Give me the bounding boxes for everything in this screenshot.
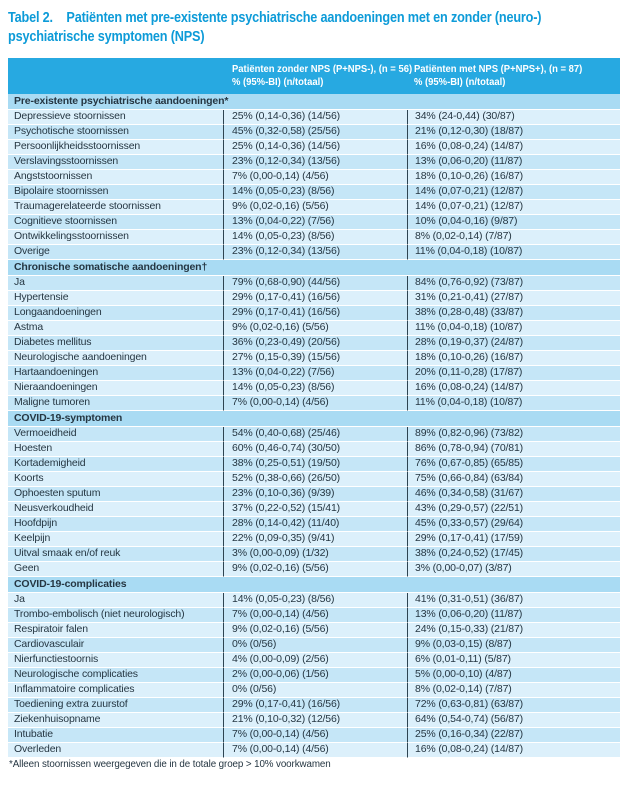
table-row <box>8 593 620 608</box>
table-row <box>8 427 620 442</box>
cell-met-nps: 75% (0,66-0,84) (63/84) <box>407 472 620 487</box>
row-label: Cognitieve stoornissen <box>8 215 223 230</box>
cell-met-nps: 31% (0,21-0,41) (27/87) <box>407 291 620 306</box>
row-label: Toediening extra zuurstof <box>8 698 223 713</box>
data-table <box>8 58 620 758</box>
cell-met-nps: 89% (0,82-0,96) (73/82) <box>407 427 620 442</box>
cell-met-nps: 8% (0,02-0,14) (7/87) <box>407 230 620 245</box>
cell-zonder-nps: 14% (0,05-0,23) (8/56) <box>223 381 407 396</box>
table-title <box>8 8 625 46</box>
cell-zonder-nps: 36% (0,23-0,49) (20/56) <box>223 336 407 351</box>
section-header-row: Chronische somatische aandoeningen† <box>8 260 620 276</box>
cell-zonder-nps: 79% (0,68-0,90) (44/56) <box>223 276 407 291</box>
table-row <box>8 336 620 351</box>
table-row <box>8 562 620 577</box>
cell-met-nps: 13% (0,06-0,20) (11/87) <box>407 608 620 623</box>
cell-met-nps: 72% (0,63-0,81) (63/87) <box>407 698 620 713</box>
row-label: Diabetes mellitus <box>8 336 223 351</box>
cell-met-nps: 9% (0,03-0,15) (8/87) <box>407 638 620 653</box>
cell-zonder-nps: 22% (0,09-0,35) (9/41) <box>223 532 407 547</box>
cell-zonder-nps: 9% (0,02-0,16) (5/56) <box>223 562 407 577</box>
table-row <box>8 200 620 215</box>
cell-met-nps: 20% (0,11-0,28) (17/87) <box>407 366 620 381</box>
cell-met-nps: 14% (0,07-0,21) (12/87) <box>407 185 620 200</box>
row-label: Keelpijn <box>8 532 223 547</box>
section-header-row: Pre-existente psychiatrische aandoeningen* <box>8 94 620 110</box>
table-row <box>8 713 620 728</box>
cell-met-nps: 41% (0,31-0,51) (36/87) <box>407 593 620 608</box>
table-row <box>8 276 620 291</box>
cell-zonder-nps: 9% (0,02-0,16) (5/56) <box>223 623 407 638</box>
cell-zonder-nps: 3% (0,00-0,09) (1/32) <box>223 547 407 562</box>
table-row <box>8 487 620 502</box>
table-row <box>8 668 620 683</box>
cell-zonder-nps: 29% (0,17-0,41) (16/56) <box>223 698 407 713</box>
table-row <box>8 638 620 653</box>
row-label: Hartaandoeningen <box>8 366 223 381</box>
row-label: Neusverkoudheid <box>8 502 223 517</box>
table-row <box>8 743 620 758</box>
row-label: Koorts <box>8 472 223 487</box>
cell-zonder-nps: 13% (0,04-0,22) (7/56) <box>223 215 407 230</box>
row-label: Hoofdpijn <box>8 517 223 532</box>
table-row <box>8 185 620 200</box>
table-header-row <box>8 58 620 94</box>
cell-met-nps: 10% (0,04-0,16) (9/87) <box>407 215 620 230</box>
cell-met-nps: 76% (0,67-0,85) (65/85) <box>407 457 620 472</box>
cell-zonder-nps: 52% (0,38-0,66) (26/50) <box>223 472 407 487</box>
table-row <box>8 728 620 743</box>
section-header-row: COVID-19-symptomen <box>8 411 620 427</box>
row-label: Persoonlijkheidsstoornissen <box>8 140 223 155</box>
cell-met-nps: 11% (0,04-0,18) (10/87) <box>407 396 620 411</box>
table-row <box>8 140 620 155</box>
table-row <box>8 457 620 472</box>
header-col-zonder-nps <box>223 58 413 94</box>
cell-met-nps: 8% (0,02-0,14) (7/87) <box>407 683 620 698</box>
row-label: Nieraandoeningen <box>8 381 223 396</box>
cell-met-nps: 38% (0,24-0,52) (17/45) <box>407 547 620 562</box>
row-label: Astma <box>8 321 223 336</box>
cell-zonder-nps: 28% (0,14-0,42) (11/40) <box>223 517 407 532</box>
cell-zonder-nps: 29% (0,17-0,41) (16/56) <box>223 291 407 306</box>
cell-zonder-nps: 7% (0,00-0,14) (4/56) <box>223 170 407 185</box>
cell-met-nps: 38% (0,28-0,48) (33/87) <box>407 306 620 321</box>
row-label: Angststoornissen <box>8 170 223 185</box>
cell-zonder-nps: 0% (0/56) <box>223 638 407 653</box>
cell-zonder-nps: 38% (0,25-0,51) (19/50) <box>223 457 407 472</box>
cell-met-nps: 16% (0,08-0,24) (14/87) <box>407 381 620 396</box>
footnote: *Alleen stoornissen weergegeven die in de totale groep > 10% voorkwamen <box>9 758 331 770</box>
cell-zonder-nps: 4% (0,00-0,09) (2/56) <box>223 653 407 668</box>
cell-zonder-nps: 7% (0,00-0,14) (4/56) <box>223 396 407 411</box>
cell-zonder-nps: 23% (0,12-0,34) (13/56) <box>223 155 407 170</box>
table-row <box>8 517 620 532</box>
table-row <box>8 683 620 698</box>
cell-zonder-nps: 0% (0/56) <box>223 683 407 698</box>
cell-met-nps: 86% (0,78-0,94) (70/81) <box>407 442 620 457</box>
table-title-line2: psychiatrische symptomen (NPS) <box>8 28 205 45</box>
table-row <box>8 125 620 140</box>
cell-zonder-nps: 60% (0,46-0,74) (30/50) <box>223 442 407 457</box>
cell-met-nps: 11% (0,04-0,18) (10/87) <box>407 245 620 260</box>
table-row <box>8 698 620 713</box>
table-row <box>8 547 620 562</box>
table-body <box>8 94 620 758</box>
row-label: Depressieve stoornissen <box>8 110 223 125</box>
header-col1-line1: Patiënten zonder NPS (P+NPS-), (n = 56) <box>232 62 413 75</box>
header-empty-cell <box>8 58 223 94</box>
row-label: Trombo-embolisch (niet neurologisch) <box>8 608 223 623</box>
cell-met-nps: 14% (0,07-0,21) (12/87) <box>407 200 620 215</box>
cell-zonder-nps: 45% (0,32-0,58) (25/56) <box>223 125 407 140</box>
table-row <box>8 110 620 125</box>
cell-zonder-nps: 23% (0,10-0,36) (9/39) <box>223 487 407 502</box>
cell-met-nps: 25% (0,16-0,34) (22/87) <box>407 728 620 743</box>
cell-met-nps: 43% (0,29-0,57) (22/51) <box>407 502 620 517</box>
cell-zonder-nps: 23% (0,12-0,34) (13/56) <box>223 245 407 260</box>
table-row <box>8 230 620 245</box>
cell-zonder-nps: 13% (0,04-0,22) (7/56) <box>223 366 407 381</box>
cell-zonder-nps: 7% (0,00-0,14) (4/56) <box>223 608 407 623</box>
cell-zonder-nps: 7% (0,00-0,14) (4/56) <box>223 728 407 743</box>
row-label: Bipolaire stoornissen <box>8 185 223 200</box>
cell-zonder-nps: 14% (0,05-0,23) (8/56) <box>223 230 407 245</box>
table-row <box>8 321 620 336</box>
cell-met-nps: 5% (0,00-0,10) (4/87) <box>407 668 620 683</box>
row-label: Uitval smaak en/of reuk <box>8 547 223 562</box>
cell-zonder-nps: 25% (0,14-0,36) (14/56) <box>223 140 407 155</box>
row-label: Ontwikkelingsstoornissen <box>8 230 223 245</box>
cell-zonder-nps: 14% (0,05-0,23) (8/56) <box>223 185 407 200</box>
cell-met-nps: 64% (0,54-0,74) (56/87) <box>407 713 620 728</box>
cell-zonder-nps: 25% (0,14-0,36) (14/56) <box>223 110 407 125</box>
cell-zonder-nps: 54% (0,40-0,68) (25/46) <box>223 427 407 442</box>
cell-met-nps: 28% (0,19-0,37) (24/87) <box>407 336 620 351</box>
table-row <box>8 442 620 457</box>
table-row <box>8 396 620 411</box>
table-row <box>8 215 620 230</box>
table-row <box>8 170 620 185</box>
row-label: Kortademigheid <box>8 457 223 472</box>
row-label: Respiratoir falen <box>8 623 223 638</box>
cell-met-nps: 18% (0,10-0,26) (16/87) <box>407 170 620 185</box>
cell-zonder-nps: 9% (0,02-0,16) (5/56) <box>223 321 407 336</box>
row-label: Nierfunctiestoornis <box>8 653 223 668</box>
cell-zonder-nps: 37% (0,22-0,52) (15/41) <box>223 502 407 517</box>
row-label: Traumagerelateerde stoornissen <box>8 200 223 215</box>
cell-met-nps: 16% (0,08-0,24) (14/87) <box>407 140 620 155</box>
row-label: Intubatie <box>8 728 223 743</box>
row-label: Psychotische stoornissen <box>8 125 223 140</box>
cell-zonder-nps: 21% (0,10-0,32) (12/56) <box>223 713 407 728</box>
row-label: Ophoesten sputum <box>8 487 223 502</box>
table-row <box>8 366 620 381</box>
cell-met-nps: 3% (0,00-0,07) (3/87) <box>407 562 620 577</box>
table-row <box>8 472 620 487</box>
header-col2-line1: Patiënten met NPS (P+NPS+), (n = 87) <box>414 62 583 75</box>
header-col1-line2: % (95%-BI) (n/totaal) <box>232 75 324 88</box>
row-label: Longaandoeningen <box>8 306 223 321</box>
table-title-line1: Patiënten met pre-existente psychiatrische aandoeningen met en zonder (neuro-) <box>66 9 542 26</box>
table-row <box>8 381 620 396</box>
row-label: Ja <box>8 276 223 291</box>
table-row <box>8 623 620 638</box>
row-label: Hoesten <box>8 442 223 457</box>
row-label: Ja <box>8 593 223 608</box>
cell-met-nps: 46% (0,34-0,58) (31/67) <box>407 487 620 502</box>
table-number-label: Tabel 2. <box>8 9 53 26</box>
header-col-met-nps <box>407 58 620 94</box>
cell-met-nps: 34% (24-0,44) (30/87) <box>407 110 620 125</box>
table-row <box>8 532 620 547</box>
table-row <box>8 291 620 306</box>
cell-met-nps: 45% (0,33-0,57) (29/64) <box>407 517 620 532</box>
row-label: Cardiovasculair <box>8 638 223 653</box>
cell-met-nps: 24% (0,15-0,33) (21/87) <box>407 623 620 638</box>
table-row <box>8 155 620 170</box>
cell-zonder-nps: 27% (0,15-0,39) (15/56) <box>223 351 407 366</box>
row-label: Maligne tumoren <box>8 396 223 411</box>
cell-zonder-nps: 29% (0,17-0,41) (16/56) <box>223 306 407 321</box>
cell-met-nps: 13% (0,06-0,20) (11/87) <box>407 155 620 170</box>
cell-met-nps: 21% (0,12-0,30) (18/87) <box>407 125 620 140</box>
header-col2-line2: % (95%-BI) (n/totaal) <box>414 75 506 88</box>
table-row <box>8 653 620 668</box>
cell-zonder-nps: 2% (0,00-0,06) (1/56) <box>223 668 407 683</box>
row-label: Ziekenhuisopname <box>8 713 223 728</box>
row-label: Overleden <box>8 743 223 758</box>
row-label: Verslavingsstoornissen <box>8 155 223 170</box>
cell-met-nps: 29% (0,17-0,41) (17/59) <box>407 532 620 547</box>
cell-met-nps: 18% (0,10-0,26) (16/87) <box>407 351 620 366</box>
row-label: Vermoeidheid <box>8 427 223 442</box>
cell-met-nps: 16% (0,08-0,24) (14/87) <box>407 743 620 758</box>
cell-met-nps: 84% (0,76-0,92) (73/87) <box>407 276 620 291</box>
cell-zonder-nps: 14% (0,05-0,23) (8/56) <box>223 593 407 608</box>
table-row <box>8 245 620 260</box>
row-label: Geen <box>8 562 223 577</box>
cell-zonder-nps: 7% (0,00-0,14) (4/56) <box>223 743 407 758</box>
section-header-row: COVID-19-complicaties <box>8 577 620 593</box>
table-row <box>8 502 620 517</box>
table-row <box>8 351 620 366</box>
table-row <box>8 608 620 623</box>
row-label: Neurologische complicaties <box>8 668 223 683</box>
cell-met-nps: 11% (0,04-0,18) (10/87) <box>407 321 620 336</box>
row-label: Neurologische aandoeningen <box>8 351 223 366</box>
row-label: Hypertensie <box>8 291 223 306</box>
cell-zonder-nps: 9% (0,02-0,16) (5/56) <box>223 200 407 215</box>
cell-met-nps: 6% (0,01-0,11) (5/87) <box>407 653 620 668</box>
row-label: Overige <box>8 245 223 260</box>
table-row <box>8 306 620 321</box>
row-label: Inflammatoire complicaties <box>8 683 223 698</box>
